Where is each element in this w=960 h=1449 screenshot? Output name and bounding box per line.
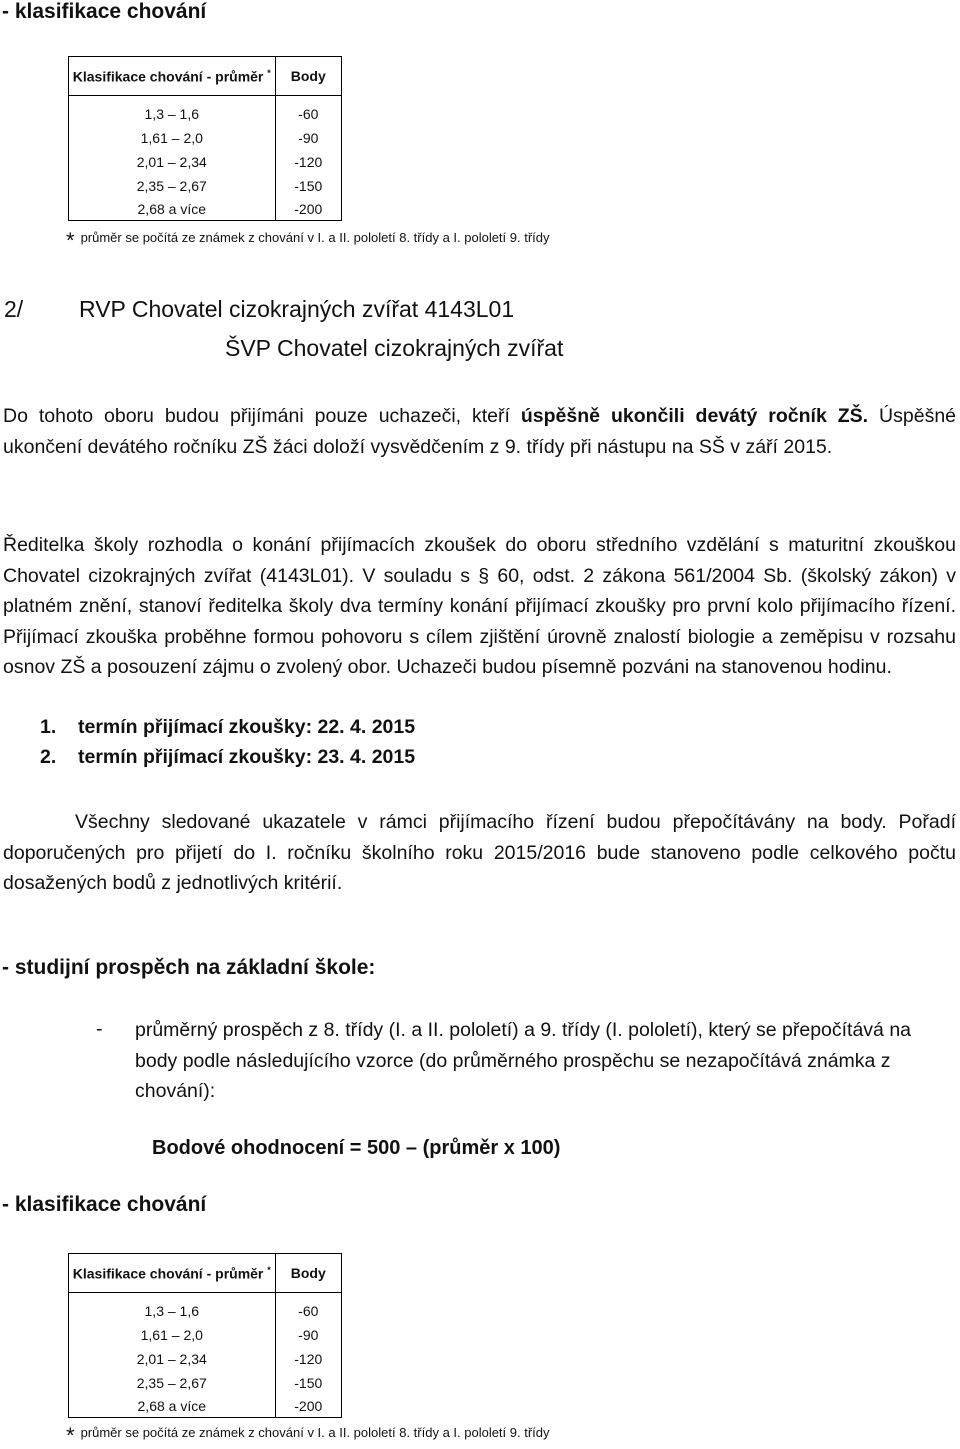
- table-row: [69, 174, 342, 198]
- grade-range-cell: 2,35 – 2,67: [69, 1371, 276, 1395]
- points-cell: -60: [275, 96, 341, 127]
- footnote: [66, 1423, 550, 1449]
- term-text: termín přijímací zkoušky: 23. 4. 2015: [78, 746, 416, 768]
- study-average-item: průměrný prospěch z 8. třídy (I. a II. pololetí) a 9. třídy (I. pololetí), který se přepočítává na body podle následujícího vzorce (do průměrného prospěchu se nezapočítává známka z chování):: [135, 1019, 912, 1102]
- behavior-grade-table: [68, 56, 342, 221]
- points-cell: -90: [275, 1323, 341, 1347]
- grade-range-cell: 2,35 – 2,67: [69, 174, 276, 198]
- section-heading-behavior: - klasifikace chování: [2, 0, 207, 23]
- table-row: [69, 1347, 342, 1371]
- term-number: 2.: [40, 746, 57, 768]
- points-cell: -60: [275, 1293, 341, 1324]
- footnote-text: průměr se počítá ze známek z chování v I. a II. pololetí 8. třídy a I. pololetí 9. třídy: [80, 230, 550, 245]
- emphasis-text: úspěšně ukončili devátý ročník ZŠ.: [520, 405, 869, 427]
- term-number: 1.: [40, 716, 57, 738]
- points-cell: -200: [275, 198, 341, 221]
- points-cell: -200: [275, 1395, 341, 1418]
- points-cell: -120: [275, 1347, 341, 1371]
- section-heading-study: - studijní prospěch na základní škole:: [2, 956, 376, 979]
- grade-range-cell: 1,3 – 1,6: [69, 96, 276, 127]
- grade-range-cell: 1,61 – 2,0: [69, 1323, 276, 1347]
- admission-condition-paragraph: Do tohoto oboru budou přijímáni pouze uchazeči, kteří úspěšně ukončili devátý ročník ZŠ. Úspěšné ukončení devátého ročníku ZŠ žáci doloží vysvědčením z 9. třídy při nástupu na SŠ v září 2015.: [3, 405, 957, 458]
- heading-rvp: RVP Chovatel cizokrajných zvířat 4143L01: [79, 296, 515, 322]
- grade-range-cell: 1,61 – 2,0: [69, 126, 276, 150]
- grade-range-cell: 2,68 a více: [69, 1395, 276, 1418]
- table-row: [69, 1323, 342, 1347]
- footnote-text: průměr se počítá ze známek z chování v I. a II. pololetí 8. třídy a I. pololetí 9. třídy: [80, 1425, 550, 1440]
- grade-range-cell: 1,3 – 1,6: [69, 1293, 276, 1324]
- list-dash: -: [96, 1018, 103, 1040]
- table-row: [69, 150, 342, 174]
- section-heading-behavior: - klasifikace chování: [2, 1193, 207, 1216]
- points-cell: -90: [275, 126, 341, 150]
- table-row: [69, 1293, 342, 1324]
- table-header-average: Klasifikace chování - průměr *: [69, 57, 276, 96]
- scoring-paragraph: Všechny sledované ukazatele v rámci přijímacího řízení budou přepočítávány na body. Pořadí doporučených pro přijetí do I. ročníku školního roku 2015/2016 bude stanoveno podle celkového počtu dosažených bodů z jednotlivých kritérií.: [3, 811, 956, 894]
- table-row: [69, 198, 342, 221]
- footnote-marker: *: [267, 67, 271, 78]
- table-header-average: Klasifikace chování - průměr *: [69, 1254, 276, 1293]
- term-text: termín přijímací zkoušky: 22. 4. 2015: [78, 716, 416, 738]
- footnote-star: *: [66, 1423, 75, 1448]
- points-cell: -120: [275, 150, 341, 174]
- points-formula: Bodové ohodnocení = 500 – (průměr x 100): [152, 1137, 561, 1159]
- table-row: [69, 126, 342, 150]
- heading-number: 2/: [4, 296, 24, 322]
- grade-range-cell: 2,01 – 2,34: [69, 150, 276, 174]
- table-header-points: Body: [275, 1254, 341, 1293]
- behavior-grade-table: [68, 1253, 342, 1418]
- points-cell: -150: [275, 174, 341, 198]
- points-cell: -150: [275, 1371, 341, 1395]
- footnote-star: *: [66, 228, 75, 253]
- table-row: [69, 1395, 342, 1418]
- footnote-marker: *: [267, 1264, 271, 1275]
- grade-range-cell: 2,01 – 2,34: [69, 1347, 276, 1371]
- table-row: [69, 1371, 342, 1395]
- footnote: [66, 228, 550, 254]
- grade-range-cell: 2,68 a více: [69, 198, 276, 221]
- exam-info-paragraph: Ředitelka školy rozhodla o konání přijímacích zkoušek do oboru středního vzdělání s maturitní zkouškou Chovatel cizokrajných zvířat (4143L01). V souladu s § 60, odst. 2 zákona 561/2004 Sb. (školský zákon) v platném znění, stanoví ředitelka školy dva termíny konání přijímací zkoušky pro první kolo přijímacího řízení. Přijímací zkouška proběhne formou pohovoru s cílem zjištění úrovně znalostí biologie a zeměpisu v rozsahu osnov ZŠ a posouzení zájmu o zvolený obor. Uchazeči budou písemně pozváni na stanovenou hodinu.: [3, 534, 956, 678]
- table-header-points: Body: [275, 57, 341, 96]
- table-row: [69, 96, 342, 127]
- heading-svp: ŠVP Chovatel cizokrajných zvířat: [225, 335, 564, 361]
